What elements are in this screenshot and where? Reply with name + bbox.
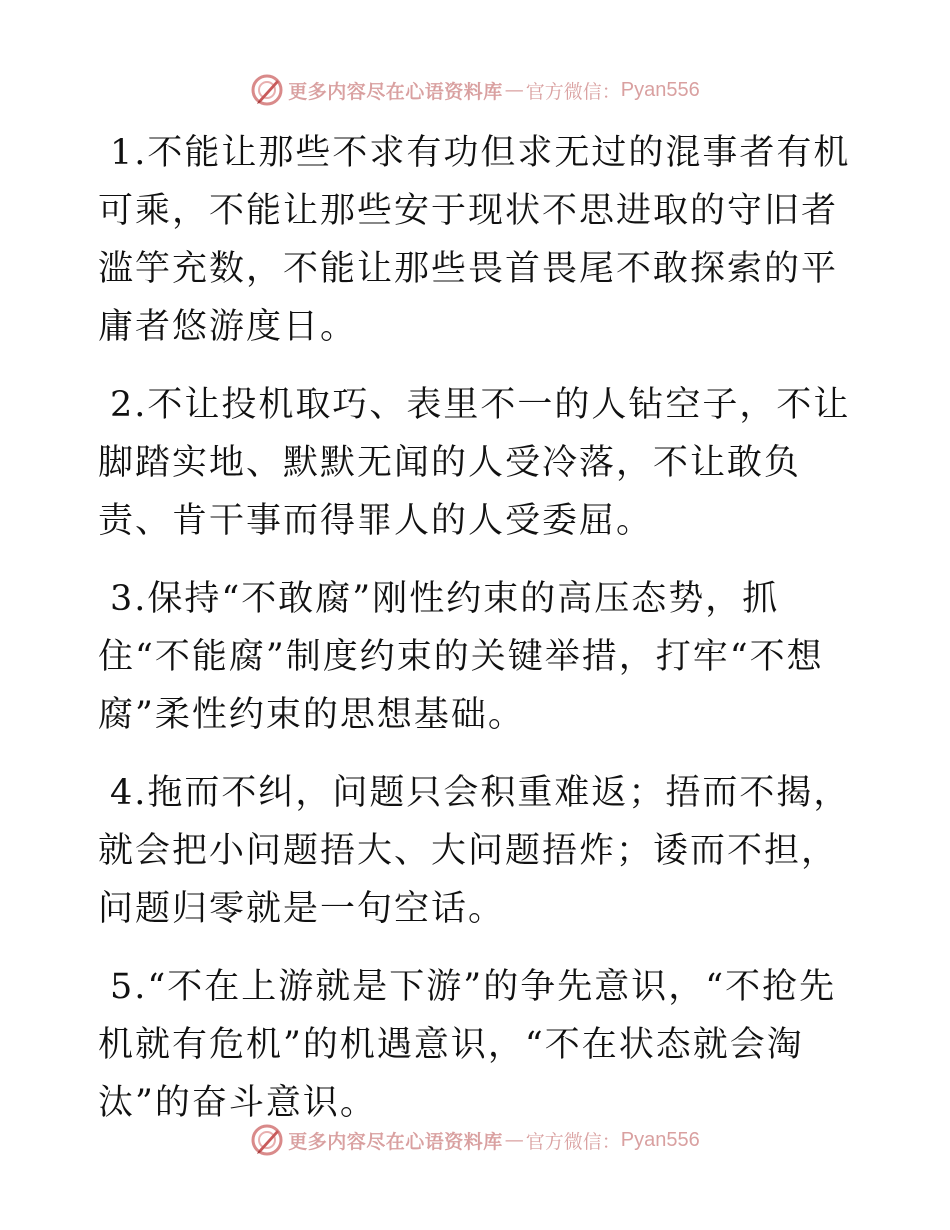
paragraph-3 [98, 570, 854, 744]
paragraph-text: 保持“不敢腐”刚性约束的高压态势，抓住“不能腐”制度约束的关键举措，打牢“不想腐”柔性约束的思想基础。 [98, 579, 824, 735]
paragraph-5 [98, 958, 854, 1132]
paragraph-2 [98, 376, 854, 550]
watermark-official-label: 官方微信： [525, 80, 621, 103]
pen-logo-icon [250, 73, 284, 107]
watermark-wechat-handle: Pyan556 [620, 1128, 700, 1151]
watermark-wechat-handle: Pyan556 [620, 78, 700, 101]
watermark-brand: 更多内容尽在心语资料库 [288, 1130, 503, 1153]
paragraph-number: 1. [110, 133, 148, 173]
pen-logo-icon [250, 1123, 284, 1157]
paragraph-number: 2. [110, 385, 148, 425]
paragraph-1 [98, 124, 854, 356]
paragraph-number: 3. [110, 579, 148, 619]
paragraph-text: 不让投机取巧、表里不一的人钻空子，不让脚踏实地、默默无闻的人受冷落，不让敢负责、肯干事而得罪人的人受委屈。 [98, 385, 851, 541]
paragraph-text: “不在上游就是下游”的争先意识，“不抢先机就有危机”的机遇意识，“不在状态就会淘汰”的奋斗意识。 [98, 967, 837, 1123]
header-watermark [0, 70, 950, 110]
watermark-dash: — [504, 79, 524, 101]
watermark-brand: 更多内容尽在心语资料库 [288, 80, 503, 103]
paragraph-4 [98, 764, 854, 938]
paragraph-text: 不能让那些不求有功但求无过的混事者有机可乘，不能让那些安于现状不思进取的守旧者滥竽充数，不能让那些畏首畏尾不敢探索的平庸者悠游度日。 [98, 133, 851, 347]
paragraph-number: 4. [110, 773, 148, 813]
document-body [98, 124, 854, 1152]
paragraph-number: 5. [110, 967, 148, 1007]
footer-watermark [0, 1120, 950, 1160]
watermark-dash: — [504, 1129, 524, 1151]
paragraph-text: 拖而不纠，问题只会积重难返；捂而不揭，就会把小问题捂大、大问题捂炸；诿而不担，问题归零就是一句空话。 [98, 773, 851, 929]
watermark-official-label: 官方微信： [525, 1130, 621, 1153]
